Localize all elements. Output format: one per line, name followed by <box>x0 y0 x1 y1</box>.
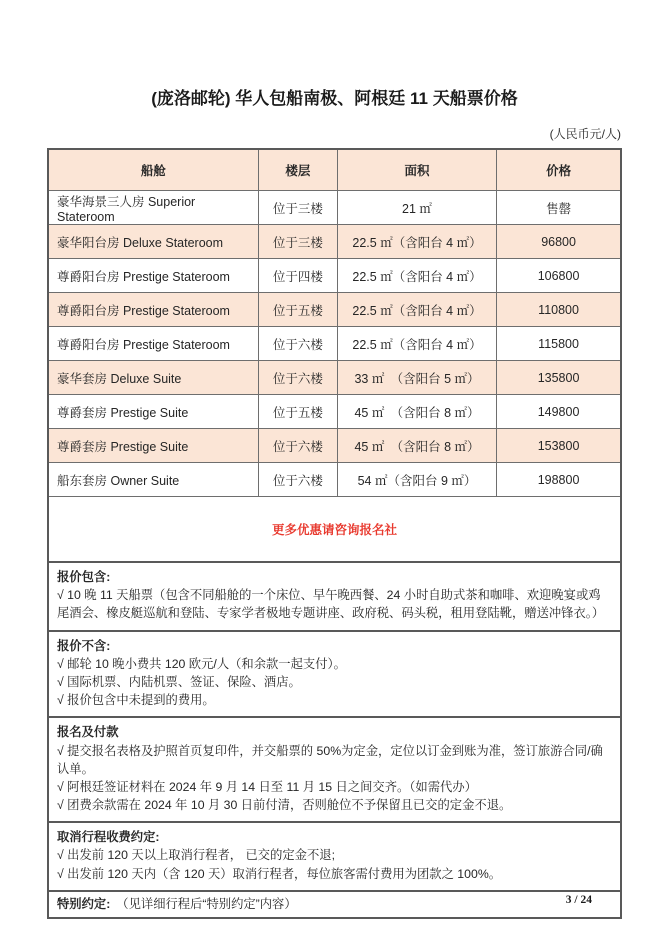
note-line: √ 10 晚 11 天船票（包含不同船舱的一个床位、早午晚西餐、24 小时自助式茶和咖啡、欢迎晚宴或鸡尾酒会、橡皮艇巡航和登陆、专家学者极地专题讲座、政府税、码头税，租用登陆靴，赠送冲锋衣。） <box>57 588 605 621</box>
price-cell: 149800 <box>497 395 621 429</box>
floor-cell: 位于五楼 <box>258 293 337 327</box>
table-row <box>48 259 621 293</box>
section-heading-line <box>57 568 612 586</box>
area-cell: 21 ㎡ <box>337 191 496 225</box>
area-cell: 45 ㎡ （含阳台 8 ㎡） <box>337 429 496 463</box>
floor-cell: 位于六楼 <box>258 327 337 361</box>
promo-row <box>48 497 621 563</box>
table-row <box>48 191 621 225</box>
section-heading: 特别约定: <box>57 896 111 911</box>
area-cell: 22.5 ㎡（含阳台 4 ㎡） <box>337 293 496 327</box>
notes-section <box>47 821 622 892</box>
price-cell: 110800 <box>497 293 621 327</box>
section-inline-text: （见详细行程后“特别约定”内容） <box>116 896 297 911</box>
area-cell: 22.5 ㎡（含阳台 4 ㎡） <box>337 327 496 361</box>
table-row <box>48 225 621 259</box>
table-row <box>48 361 621 395</box>
cabin-name-cell: 尊爵阳台房 Prestige Stateroom <box>48 259 258 293</box>
table-row <box>48 327 621 361</box>
column-header-price: 价格 <box>497 149 621 191</box>
notes-sections <box>47 561 622 919</box>
section-items <box>57 742 612 815</box>
column-header-floor: 楼层 <box>258 149 337 191</box>
note-line: √ 邮轮 10 晚小费共 120 欧元/人（和余款一起支付）。 <box>57 656 346 671</box>
cabin-name-cell: 豪华阳台房 Deluxe Stateroom <box>48 225 258 259</box>
table-row <box>48 429 621 463</box>
price-cell: 96800 <box>497 225 621 259</box>
price-cell: 153800 <box>497 429 621 463</box>
price-cell: 135800 <box>497 361 621 395</box>
cabin-name-cell: 尊爵套房 Prestige Suite <box>48 395 258 429</box>
area-cell: 54 ㎡（含阳台 9 ㎡） <box>337 463 496 497</box>
section-heading-line <box>57 895 612 913</box>
area-cell: 22.5 ㎡（含阳台 4 ㎡） <box>337 225 496 259</box>
notes-section <box>47 890 622 919</box>
floor-cell: 位于六楼 <box>258 361 337 395</box>
section-heading-line <box>57 723 612 741</box>
notes-section <box>47 630 622 719</box>
note-line: √ 出发前 120 天内（含 120 天）取消行程者，每位旅客需付费用为团款之 100%。 <box>57 866 502 881</box>
floor-cell: 位于三楼 <box>258 191 337 225</box>
table-row <box>48 293 621 327</box>
area-cell: 45 ㎡ （含阳台 8 ㎡） <box>337 395 496 429</box>
section-heading: 报名及付款 <box>57 725 119 740</box>
section-heading: 报价不含: <box>57 638 111 653</box>
cabin-name-cell: 尊爵套房 Prestige Suite <box>48 429 258 463</box>
section-heading-line <box>57 637 612 655</box>
currency-unit-note: (人民币元/人) <box>549 127 621 141</box>
note-line: √ 阿根廷签证材料在 2024 年 9 月 14 日至 11 月 15 日之间交齐。（如需代办） <box>57 779 477 794</box>
floor-cell: 位于四楼 <box>258 259 337 293</box>
floor-cell: 位于五楼 <box>258 395 337 429</box>
column-header-cabin: 船舱 <box>48 149 258 191</box>
floor-cell: 位于六楼 <box>258 429 337 463</box>
section-heading: 取消行程收费约定: <box>57 830 160 845</box>
price-cell: 115800 <box>497 327 621 361</box>
cabin-name-cell: 船东套房 Owner Suite <box>48 463 258 497</box>
cabin-table-body <box>48 191 621 497</box>
notes-section <box>47 716 622 823</box>
section-items <box>57 586 612 622</box>
area-cell: 33 ㎡ （含阳台 5 ㎡） <box>337 361 496 395</box>
cabin-name-cell: 尊爵阳台房 Prestige Stateroom <box>48 293 258 327</box>
note-line: √ 提交报名表格及护照首页复印件，并交船票的 50%为定金，定位以订金到账为准，签订旅游合同/确认单。 <box>57 743 603 776</box>
table-row <box>48 463 621 497</box>
price-cell: 198800 <box>497 463 621 497</box>
promo-note: 更多优惠请咨询报名社 <box>48 497 621 563</box>
note-line: √ 出发前 120 天以上取消行程者， 已交的定金不退; <box>57 848 335 863</box>
column-header-area: 面积 <box>337 149 496 191</box>
section-heading-line <box>57 828 612 846</box>
cabin-name-cell: 尊爵阳台房 Prestige Stateroom <box>48 327 258 361</box>
document-content <box>47 0 622 919</box>
floor-cell: 位于三楼 <box>258 225 337 259</box>
notes-section <box>47 561 622 632</box>
area-cell: 22.5 ㎡（含阳台 4 ㎡） <box>337 259 496 293</box>
floor-cell: 位于六楼 <box>258 463 337 497</box>
cabin-price-table <box>47 148 622 563</box>
price-cell: 106800 <box>497 259 621 293</box>
cabin-name-cell: 豪华套房 Deluxe Suite <box>48 361 258 395</box>
section-heading: 报价包含: <box>57 570 111 584</box>
page-number: 3 / 24 <box>565 894 592 906</box>
page-title: (庞洛邮轮) 华人包船南极、阿根廷 11 天船票价格 <box>151 89 518 108</box>
table-row <box>48 395 621 429</box>
table-header-row <box>48 149 621 191</box>
section-items <box>57 846 612 882</box>
note-line: √ 团费余款需在 2024 年 10 月 30 日前付清，否则舱位不予保留且已交的定金不退。 <box>57 798 512 813</box>
section-items <box>57 655 612 710</box>
price-cell: 售罄 <box>497 191 621 225</box>
note-line: √ 国际机票、内陆机票、签证、保险、酒店。 <box>57 674 301 689</box>
note-line: √ 报价包含中未提到的费用。 <box>57 693 215 708</box>
cabin-name-cell: 豪华海景三人房 Superior Stateroom <box>48 191 258 225</box>
